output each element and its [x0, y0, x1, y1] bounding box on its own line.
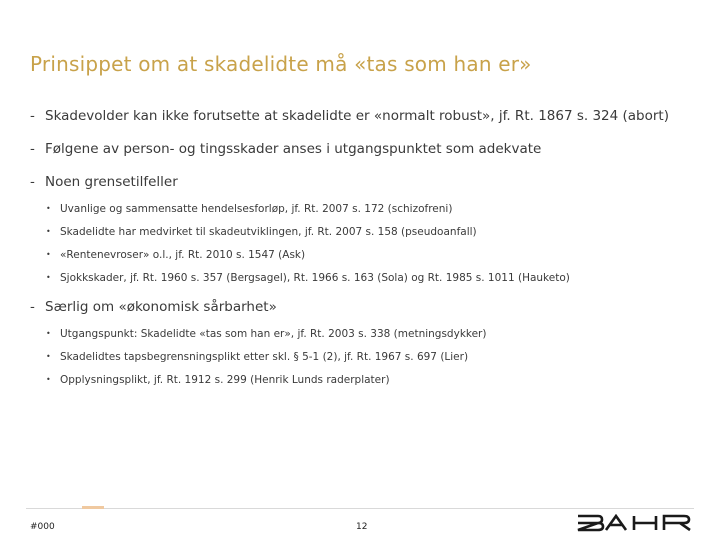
dot-bullet: •: [46, 204, 51, 213]
dash-bullet: -: [30, 141, 35, 157]
sub-point: [30, 202, 690, 216]
dash-bullet: -: [30, 174, 35, 190]
main-point-text: Skadevolder kan ikke forutsette at skadelidte er «normalt robust», jf. Rt. 1867 s. 324 (abort): [45, 108, 669, 124]
dot-bullet: •: [46, 352, 51, 361]
sub-point-text: Utgangspunkt: Skadelidte «tas som han er», jf. Rt. 2003 s. 338 (metningsdykker): [60, 328, 487, 340]
sub-point-text: Skadelidtes tapsbegrensningsplikt etter skl. § 5-1 (2), jf. Rt. 1967 s. 697 (Lier): [60, 351, 469, 363]
sub-point: [30, 350, 690, 364]
slide-title: Prinsippet om at skadelidte må «tas som han er»: [30, 52, 532, 76]
dash-bullet: -: [30, 108, 35, 124]
sub-point-text: Skadelidte har medvirket til skadeutviklingen, jf. Rt. 2007 s. 158 (pseudoanfall): [60, 226, 477, 238]
main-point: [30, 106, 690, 127]
dot-bullet: •: [46, 329, 51, 338]
dot-bullet: •: [46, 227, 51, 236]
page-number: 12: [356, 522, 368, 532]
sub-point: [30, 373, 690, 387]
sub-point: [30, 271, 690, 285]
footer-code: #000: [30, 522, 55, 532]
dot-bullet: •: [46, 375, 51, 384]
dot-bullet: •: [46, 250, 51, 259]
main-point: [30, 297, 690, 318]
sub-point-text: «Rentenevroser» o.l., jf. Rt. 2010 s. 1547 (Ask): [60, 249, 306, 261]
main-point: [30, 172, 690, 193]
sub-point: [30, 248, 690, 262]
sub-point: [30, 327, 690, 341]
footer-divider: [26, 508, 694, 509]
sub-point-text: Uvanlige og sammensatte hendelsesforløp, jf. Rt. 2007 s. 172 (schizofreni): [60, 203, 453, 215]
footer-accent-bar: [82, 506, 104, 509]
sub-point: [30, 225, 690, 239]
bahr-logo: [576, 514, 692, 532]
dash-bullet: -: [30, 299, 35, 315]
sub-point-text: Opplysningsplikt, jf. Rt. 1912 s. 299 (Henrik Lunds raderplater): [60, 374, 390, 386]
main-point-text: Noen grensetilfeller: [45, 174, 178, 190]
main-point: [30, 139, 690, 160]
dot-bullet: •: [46, 273, 51, 282]
slide-content: [30, 106, 690, 387]
main-point-text: Følgene av person- og tingsskader anses i utgangspunktet som adekvate: [45, 141, 542, 157]
main-point-text: Særlig om «økonomisk sårbarhet»: [45, 299, 277, 315]
sub-point-text: Sjokkskader, jf. Rt. 1960 s. 357 (Bergsagel), Rt. 1966 s. 163 (Sola) og Rt. 1985 s. 1011 (Hauketo): [60, 272, 570, 284]
